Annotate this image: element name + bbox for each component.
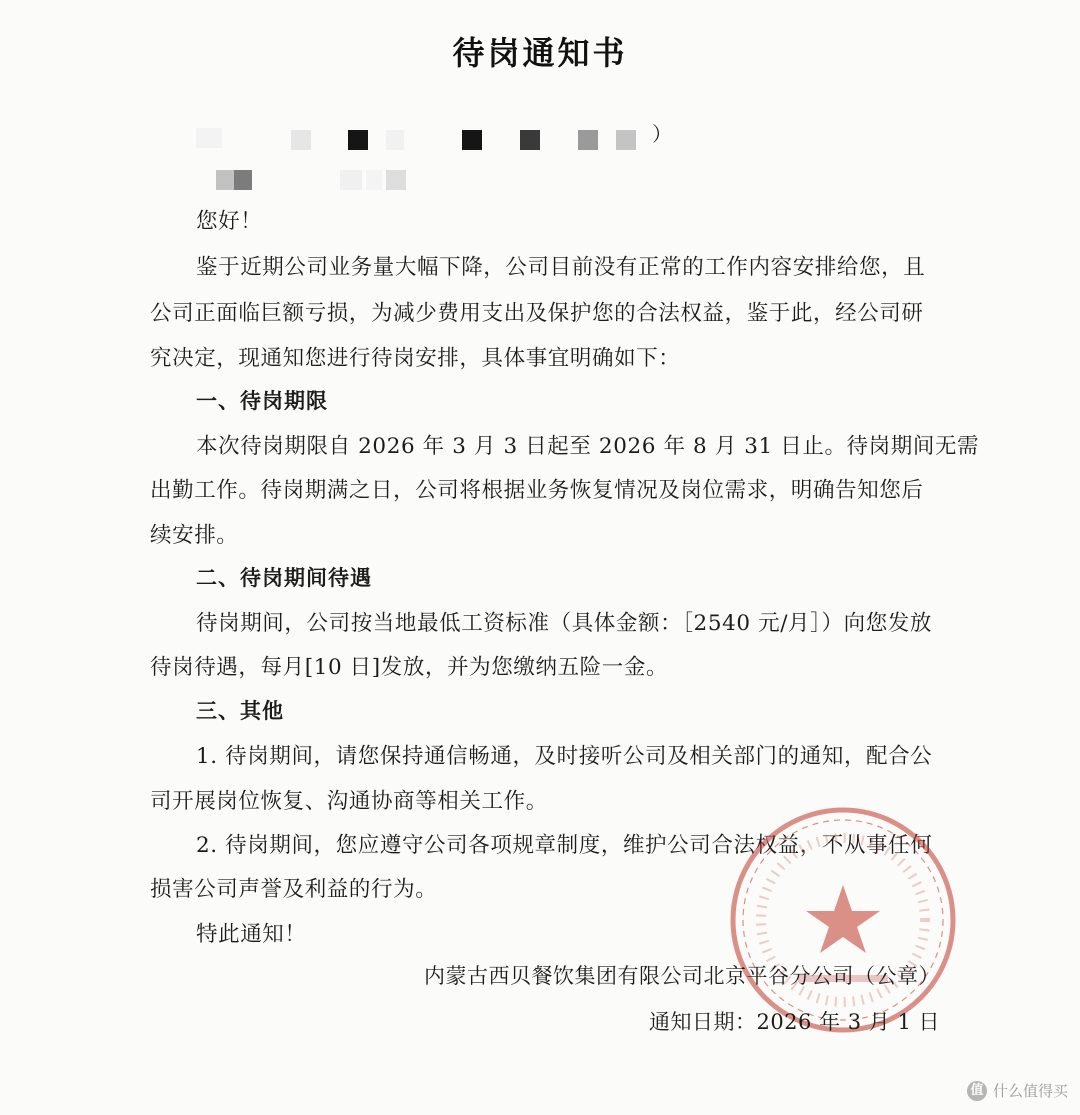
section-line: 续安排。 bbox=[150, 523, 239, 548]
official-seal bbox=[728, 805, 958, 1035]
section-line: 本次待岗期限自 2026 年 3 月 3 日起至 2026 年 8 月 31 日止。待岗期间无需 bbox=[196, 434, 980, 459]
intro-line: 究决定，现通知您进行待岗安排，具体事宜明确如下： bbox=[150, 346, 681, 371]
section-line: 1. 待岗期间，请您保持通信畅通，及时接听公司及相关部门的通知，配合公 bbox=[196, 744, 933, 769]
section-line: 待岗期间，公司按当地最低工资标准（具体金额：［2540 元/月］）向您发放 bbox=[196, 611, 932, 636]
intro-line: 公司正面临巨额亏损，为减少费用支出及保护您的合法权益，鉴于此，经公司研 bbox=[150, 301, 924, 326]
company-signature: 内蒙古西贝餐饮集团有限公司北京平谷分公司（公章） bbox=[424, 964, 940, 988]
section-heading: 二、待岗期间待遇 bbox=[196, 566, 372, 590]
document-title: 待岗通知书 bbox=[452, 34, 628, 72]
section-line: 待岗待遇，每月[10 日]发放，并为您缴纳五险一金。 bbox=[150, 655, 669, 680]
closing: 特此通知！ bbox=[196, 922, 307, 947]
section-heading: 三、其他 bbox=[196, 699, 284, 723]
greeting: 您好！ bbox=[196, 209, 263, 234]
watermark-text: 什么值得买 bbox=[992, 1082, 1068, 1100]
section-line: 司开展岗位恢复、沟通协商等相关工作。 bbox=[150, 789, 548, 814]
redacted-suffix: ） bbox=[652, 122, 672, 146]
section-line: 损害公司声誉及利益的行为。 bbox=[150, 877, 438, 902]
notice-date: 通知日期：2026 年 3 月 1 日 bbox=[648, 1010, 940, 1034]
watermark bbox=[967, 1080, 1068, 1101]
intro-line: 鉴于近期公司业务量大幅下降，公司目前没有正常的工作内容安排给您，且 bbox=[196, 255, 926, 280]
section-line: 出勤工作。待岗期满之日，公司将根据业务恢复情况及岗位需求，明确告知您后 bbox=[150, 478, 924, 503]
section-line: 2. 待岗期间，您应遵守公司各项规章制度，维护公司合法权益，不从事任何 bbox=[196, 833, 933, 858]
section-heading: 一、待岗期限 bbox=[196, 389, 328, 413]
zhi-icon: 值 bbox=[967, 1081, 987, 1101]
